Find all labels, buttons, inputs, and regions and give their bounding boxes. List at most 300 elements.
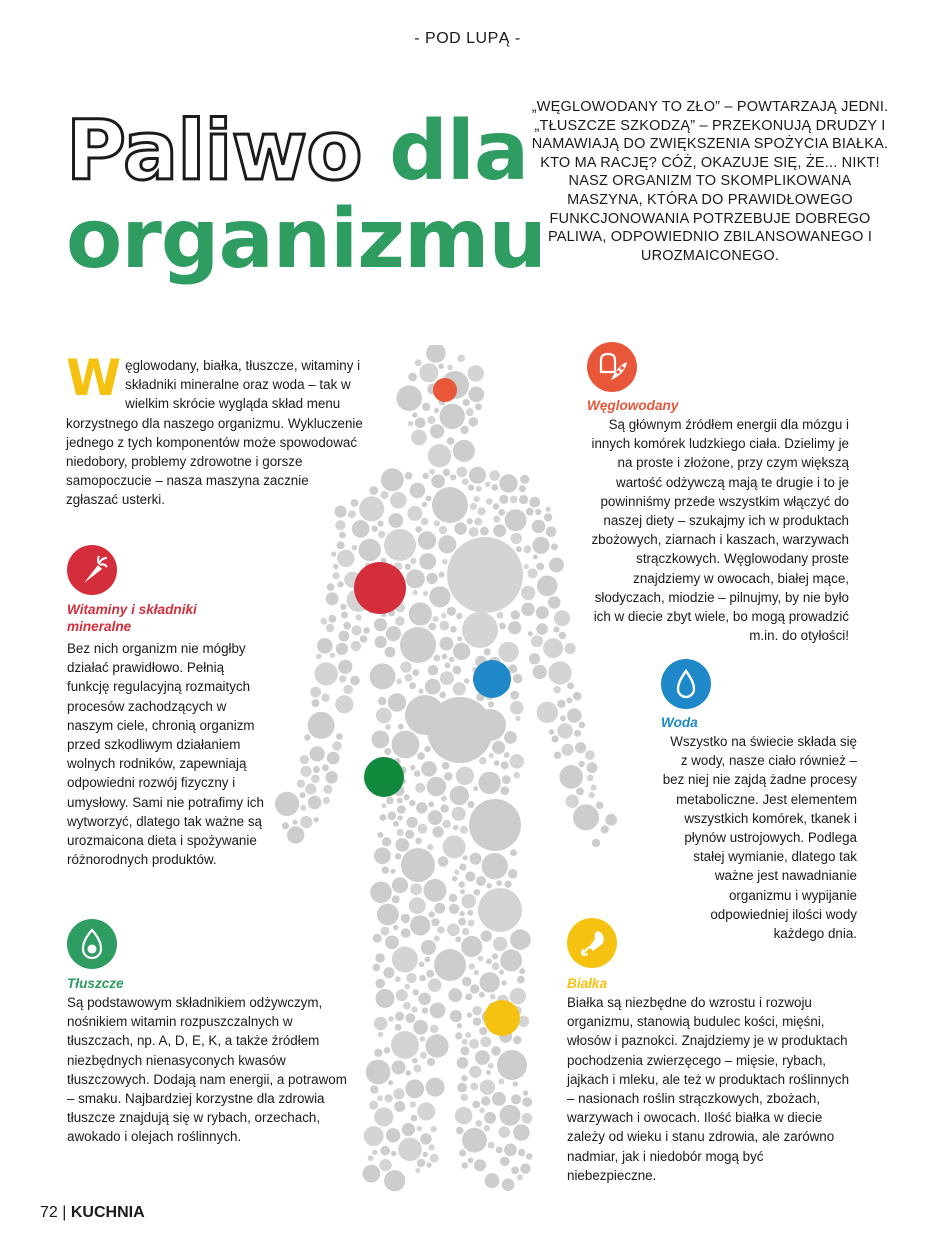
body-bubble <box>457 1023 462 1028</box>
body-bubble <box>479 992 485 998</box>
body-bubble <box>336 733 343 740</box>
body-bubble <box>511 1094 521 1104</box>
body-bubble <box>378 531 385 538</box>
body-bubble <box>567 708 582 723</box>
body-bubble <box>386 626 401 641</box>
body-bubble <box>327 752 340 765</box>
body-bubble <box>434 936 440 942</box>
body-bubble <box>519 495 528 504</box>
body-bubble <box>402 1123 415 1136</box>
body-bubble <box>393 1088 404 1099</box>
body-bubble <box>497 612 504 619</box>
body-bubble <box>453 440 475 462</box>
body-bubble <box>557 700 565 708</box>
body-bubble <box>305 784 316 795</box>
body-bubble <box>395 616 405 626</box>
body-bubble <box>337 550 354 567</box>
water-title: Woda <box>661 715 698 730</box>
body-bubble <box>409 800 415 806</box>
body-bubble <box>287 826 304 843</box>
body-bubble <box>522 1113 533 1124</box>
body-bubble <box>370 663 396 689</box>
body-bubble <box>439 572 445 578</box>
body-bubble <box>374 847 391 864</box>
body-bubble <box>388 812 397 821</box>
body-bubble <box>477 507 485 515</box>
body-bubble <box>308 712 335 739</box>
fats-title: Tłuszcze <box>67 976 124 991</box>
body-bubble <box>434 520 440 526</box>
body-bubble <box>463 399 470 406</box>
body-bubble <box>409 602 432 625</box>
body-bubble <box>585 750 595 760</box>
body-bubble <box>493 524 506 537</box>
body-bubble <box>336 643 348 655</box>
body-bubble <box>591 785 597 791</box>
body-bubble <box>526 508 534 516</box>
body-bubble <box>420 1052 427 1059</box>
body-bubble <box>537 702 558 723</box>
body-bubble <box>408 373 417 382</box>
body-bubble <box>465 1032 471 1038</box>
body-bubble <box>470 853 482 865</box>
body-bubble <box>392 947 418 973</box>
body-bubble <box>352 625 362 635</box>
body-bubble <box>403 1002 411 1010</box>
body-bubble <box>516 546 522 552</box>
body-bubble <box>462 612 498 648</box>
body-bubble <box>377 1095 383 1101</box>
body-bubble <box>566 795 579 808</box>
body-bubble <box>468 919 475 926</box>
body-bubble <box>372 1150 377 1155</box>
body-bubble <box>405 564 411 570</box>
body-bubble <box>386 1128 400 1142</box>
body-bubble <box>433 616 439 622</box>
body-bubble <box>411 430 427 446</box>
body-bubble <box>472 1101 480 1109</box>
body-bubble <box>510 849 517 856</box>
body-bubble <box>450 1010 462 1022</box>
body-bubble <box>521 603 535 617</box>
body-bubble <box>386 797 394 805</box>
body-bubble <box>485 482 491 488</box>
body-bubble <box>405 1079 424 1098</box>
body-bubble <box>374 1017 388 1031</box>
body-bubble <box>447 607 456 616</box>
dot-water <box>473 660 511 698</box>
body-bubble <box>427 1058 435 1066</box>
body-bubble <box>377 832 383 838</box>
body-bubble <box>500 949 522 971</box>
body-bubble <box>380 491 388 499</box>
body-bubble <box>374 1107 393 1126</box>
body-bubble <box>395 976 401 982</box>
body-bubble <box>486 959 492 965</box>
body-bubble <box>370 882 392 904</box>
body-bubble <box>417 1126 422 1131</box>
body-bubble <box>332 741 342 751</box>
body-bubble <box>275 792 299 816</box>
body-bubble <box>385 647 396 658</box>
body-bubble <box>388 1016 394 1022</box>
body-bubble <box>513 1036 521 1044</box>
body-bubble <box>454 870 459 875</box>
body-bubble <box>511 610 520 619</box>
body-bubble <box>375 636 387 648</box>
body-bubble <box>442 559 448 565</box>
body-bubble <box>428 801 434 807</box>
body-bubble <box>414 770 421 777</box>
body-bubble <box>297 779 305 787</box>
body-bubble <box>517 1174 523 1180</box>
body-bubble <box>450 474 456 480</box>
body-bubble <box>410 558 416 564</box>
body-bubble <box>384 1094 392 1102</box>
body-bubble <box>383 967 394 978</box>
body-bubble <box>488 1063 494 1069</box>
body-bubble <box>426 573 437 584</box>
body-bubble <box>395 1012 404 1021</box>
body-bubble <box>400 627 436 663</box>
body-bubble <box>381 803 386 808</box>
body-bubble <box>388 1080 393 1085</box>
body-bubble <box>479 1108 485 1114</box>
body-bubble <box>496 1147 503 1154</box>
body-bubble <box>411 1007 417 1013</box>
body-bubble <box>412 1058 418 1064</box>
body-bubble <box>343 685 353 695</box>
body-bubble <box>432 487 468 523</box>
body-bubble <box>467 801 474 808</box>
body-bubble <box>480 1080 495 1095</box>
body-bubble <box>472 1006 482 1016</box>
drop-cap: W <box>66 349 122 407</box>
body-bubble <box>400 662 411 673</box>
body-bubble <box>380 814 387 821</box>
body-bubble <box>467 910 473 916</box>
body-bubble <box>510 988 526 1004</box>
body-bubble <box>579 722 586 729</box>
body-bubble <box>378 1032 383 1037</box>
body-bubble <box>519 968 525 974</box>
body-bubble <box>433 655 440 662</box>
body-bubble <box>393 821 399 827</box>
body-bubble <box>406 1070 412 1076</box>
body-bubble <box>378 697 387 706</box>
body-bubble <box>527 568 537 578</box>
body-bubble <box>428 810 443 825</box>
body-bubble <box>504 752 510 758</box>
body-bubble <box>520 1163 530 1173</box>
body-bubble <box>536 606 549 619</box>
body-bubble <box>499 623 506 630</box>
body-bubble <box>385 724 391 730</box>
body-bubble <box>401 928 411 938</box>
body-bubble <box>397 805 406 814</box>
body-bubble <box>573 804 599 830</box>
body-bubble <box>411 1115 418 1122</box>
body-bubble <box>501 980 506 985</box>
body-bubble <box>395 838 409 852</box>
body-bubble <box>417 1159 425 1167</box>
body-bubble <box>460 826 468 834</box>
body-bubble <box>457 355 465 363</box>
body-bubble <box>320 618 327 625</box>
page-number: 72 <box>40 1204 58 1221</box>
body-bubble <box>304 734 310 740</box>
body-bubble <box>519 485 526 492</box>
body-bubble <box>397 815 402 820</box>
body-bubble <box>379 1159 391 1171</box>
body-bubble <box>398 724 404 730</box>
body-bubble <box>434 949 466 981</box>
body-bubble <box>462 977 472 987</box>
body-bubble <box>392 877 408 893</box>
body-bubble <box>528 631 533 636</box>
body-bubble <box>476 876 486 886</box>
body-bubble <box>499 970 504 975</box>
body-bubble <box>376 989 395 1008</box>
body-bubble <box>592 839 600 847</box>
body-bubble <box>376 708 392 724</box>
body-bubble <box>531 635 543 647</box>
body-bubble <box>442 654 448 660</box>
body-bubble <box>532 537 549 554</box>
body-bubble <box>501 761 509 769</box>
body-bubble <box>479 1027 487 1035</box>
body-bubble <box>310 746 325 761</box>
body-bubble <box>373 964 381 972</box>
body-bubble <box>454 522 467 535</box>
body-bubble <box>499 1126 511 1138</box>
body-bubble <box>443 469 450 476</box>
body-bubble <box>430 1025 438 1033</box>
body-bubble <box>321 694 329 702</box>
body-bubble <box>317 638 333 654</box>
body-bubble <box>469 799 521 851</box>
body-bubble <box>384 1170 405 1191</box>
dot-carbs <box>433 378 457 402</box>
body-bubble <box>300 816 312 828</box>
body-bubble <box>419 975 426 982</box>
body-bubble <box>552 735 559 742</box>
body-bubble <box>510 754 525 769</box>
body-bubble <box>431 918 439 926</box>
body-bubble <box>476 486 482 492</box>
body-bubble <box>293 820 298 825</box>
body-bubble <box>419 962 425 968</box>
carrot-icon <box>67 545 117 595</box>
body-bubble <box>406 569 425 588</box>
body-bubble <box>388 693 406 711</box>
body-bubble <box>425 957 431 963</box>
body-bubble <box>498 509 505 516</box>
body-bubble <box>425 1034 448 1057</box>
body-bubble <box>333 564 338 569</box>
body-bubble <box>492 953 498 959</box>
body-bubble <box>457 467 468 478</box>
body-bubble <box>470 1083 478 1091</box>
body-bubble <box>395 1024 402 1031</box>
body-bubble <box>444 772 453 781</box>
body-bubble <box>596 802 604 810</box>
body-bubble <box>382 866 389 873</box>
body-bubble <box>576 788 584 796</box>
body-bubble <box>548 661 571 684</box>
body-bubble <box>421 761 437 777</box>
body-bubble <box>457 1083 467 1093</box>
body-bubble <box>523 545 531 553</box>
body-bubble <box>469 527 479 537</box>
body-bubble <box>397 798 403 804</box>
body-bubble <box>480 527 489 536</box>
body-bubble <box>465 871 475 881</box>
body-bubble <box>410 1101 416 1107</box>
body-bubble <box>456 1127 464 1135</box>
body-bubble <box>325 771 338 784</box>
body-bubble <box>404 984 410 990</box>
body-bubble <box>401 914 410 923</box>
body-bubble <box>417 1102 435 1120</box>
body-bubble <box>561 744 573 756</box>
body-bubble <box>510 496 518 504</box>
body-bubble <box>453 825 459 831</box>
body-bubble <box>341 612 348 619</box>
body-bubble <box>374 618 387 631</box>
body-bubble <box>348 510 356 518</box>
body-bubble <box>605 814 617 826</box>
body-bubble <box>423 473 429 479</box>
body-bubble <box>455 1107 473 1125</box>
body-bubble <box>505 881 512 888</box>
body-bubble <box>559 632 566 639</box>
body-bubble <box>425 679 441 695</box>
body-bubble <box>300 792 306 798</box>
body-bubble <box>398 1138 422 1162</box>
body-bubble <box>549 558 564 573</box>
body-bubble <box>500 1157 510 1167</box>
body-bubble <box>438 856 449 867</box>
body-bubble <box>475 1120 482 1127</box>
body-bubble <box>375 953 385 963</box>
body-bubble <box>369 1101 378 1110</box>
body-bubble <box>511 1167 519 1175</box>
body-bubble <box>405 674 413 682</box>
body-bubble <box>461 936 482 957</box>
body-bubble <box>520 475 529 484</box>
body-bubble <box>514 772 520 778</box>
avocado-icon <box>67 919 117 969</box>
body-bubble <box>455 1032 462 1039</box>
body-bubble <box>469 417 479 427</box>
body-bubble <box>405 472 413 480</box>
dot-vitamins <box>354 562 406 614</box>
body-bubble <box>369 486 378 495</box>
body-bubble <box>368 1155 374 1161</box>
body-bubble <box>494 760 500 766</box>
body-bubble <box>335 520 345 530</box>
body-bubble <box>417 752 425 760</box>
magazine-section: KUCHNIA <box>70 1204 145 1221</box>
body-bubble <box>373 934 382 943</box>
body-bubble <box>355 614 361 620</box>
body-bubble <box>479 757 486 764</box>
vitamins-text: Bez nich organizm nie mógłby działać prawidłowo. Pełnią funkcję regulacyjną rozmaitych procesów zachodzących w naszym ciele, chronią organizm przed szkodliwym działaniem wolnych rodników, zapewniają odpowiedni rozwój fizyczny i umysłowy. Sami nie potrafimy ich wytworzyć, dlatego tak ważne są urozmaicona dieta i spożywanie różnorodnych produktów. <box>67 641 264 868</box>
title-word-green: dla <box>389 104 529 199</box>
body-bubble <box>448 988 462 1002</box>
body-bubble <box>589 792 595 798</box>
body-bubble <box>485 1173 500 1188</box>
body-bubble <box>392 895 400 903</box>
body-bubble <box>316 654 322 660</box>
body-bubble <box>478 772 500 794</box>
body-bubble <box>315 662 338 685</box>
body-bubble <box>396 678 402 684</box>
body-bubble <box>360 635 368 643</box>
body-bubble <box>447 537 523 613</box>
body-bubble <box>551 543 558 550</box>
body-bubble <box>339 675 346 682</box>
body-bubble <box>474 889 481 896</box>
body-bubble <box>390 492 407 509</box>
body-bubble <box>422 1007 428 1013</box>
body-bubble <box>465 993 472 1000</box>
body-bubble <box>408 421 413 426</box>
body-bubble <box>300 805 306 811</box>
body-bubble <box>510 929 531 950</box>
body-bubble <box>313 766 320 773</box>
body-bubble <box>467 1012 472 1017</box>
body-bubble <box>469 387 485 403</box>
body-bubble <box>548 596 561 609</box>
body-bubble <box>488 701 494 707</box>
body-bubble <box>413 989 419 995</box>
body-bubble <box>459 881 465 887</box>
body-bubble <box>462 1128 487 1153</box>
body-bubble <box>557 723 573 739</box>
body-bubble <box>460 889 465 894</box>
body-bubble <box>464 678 469 683</box>
body-bubble <box>340 604 346 610</box>
body-bubble <box>352 520 370 538</box>
body-bubble <box>282 822 289 829</box>
body-bubble <box>468 1158 474 1164</box>
body-bubble <box>493 503 500 510</box>
body-bubble <box>332 572 339 579</box>
intro-text: ęglowodany, białka, tłuszcze, witaminy i składniki mineralne oraz woda – tak w wielkim skrócie wygląda skład menu korzystnego dla naszego organizmu. Wykluczenie jednego z tych komponentów może spowodować niedobory, problemy zdrowotne i gorsze samopoczucie – nasza maszyna zacznie zgłaszać usterki. <box>66 358 363 508</box>
body-bubble <box>421 518 429 526</box>
body-bubble <box>504 1144 517 1157</box>
body-bubble <box>429 623 437 631</box>
section-tag: - POD LUPĄ - <box>414 30 521 47</box>
body-bubble <box>413 1020 428 1035</box>
body-bubble <box>429 1144 435 1150</box>
body-bubble <box>326 592 339 605</box>
body-bubble <box>440 404 465 429</box>
bread-peapod-icon <box>587 342 637 392</box>
body-bubble <box>418 531 436 549</box>
body-bubble <box>535 509 541 515</box>
body-bubble <box>497 1050 527 1080</box>
body-bubble <box>502 775 511 784</box>
body-bubble <box>521 586 535 600</box>
body-bubble <box>427 844 433 850</box>
body-bubble <box>412 412 417 417</box>
body-bubble <box>467 518 473 524</box>
body-bubble <box>486 1070 491 1075</box>
body-bubble <box>488 1142 495 1149</box>
